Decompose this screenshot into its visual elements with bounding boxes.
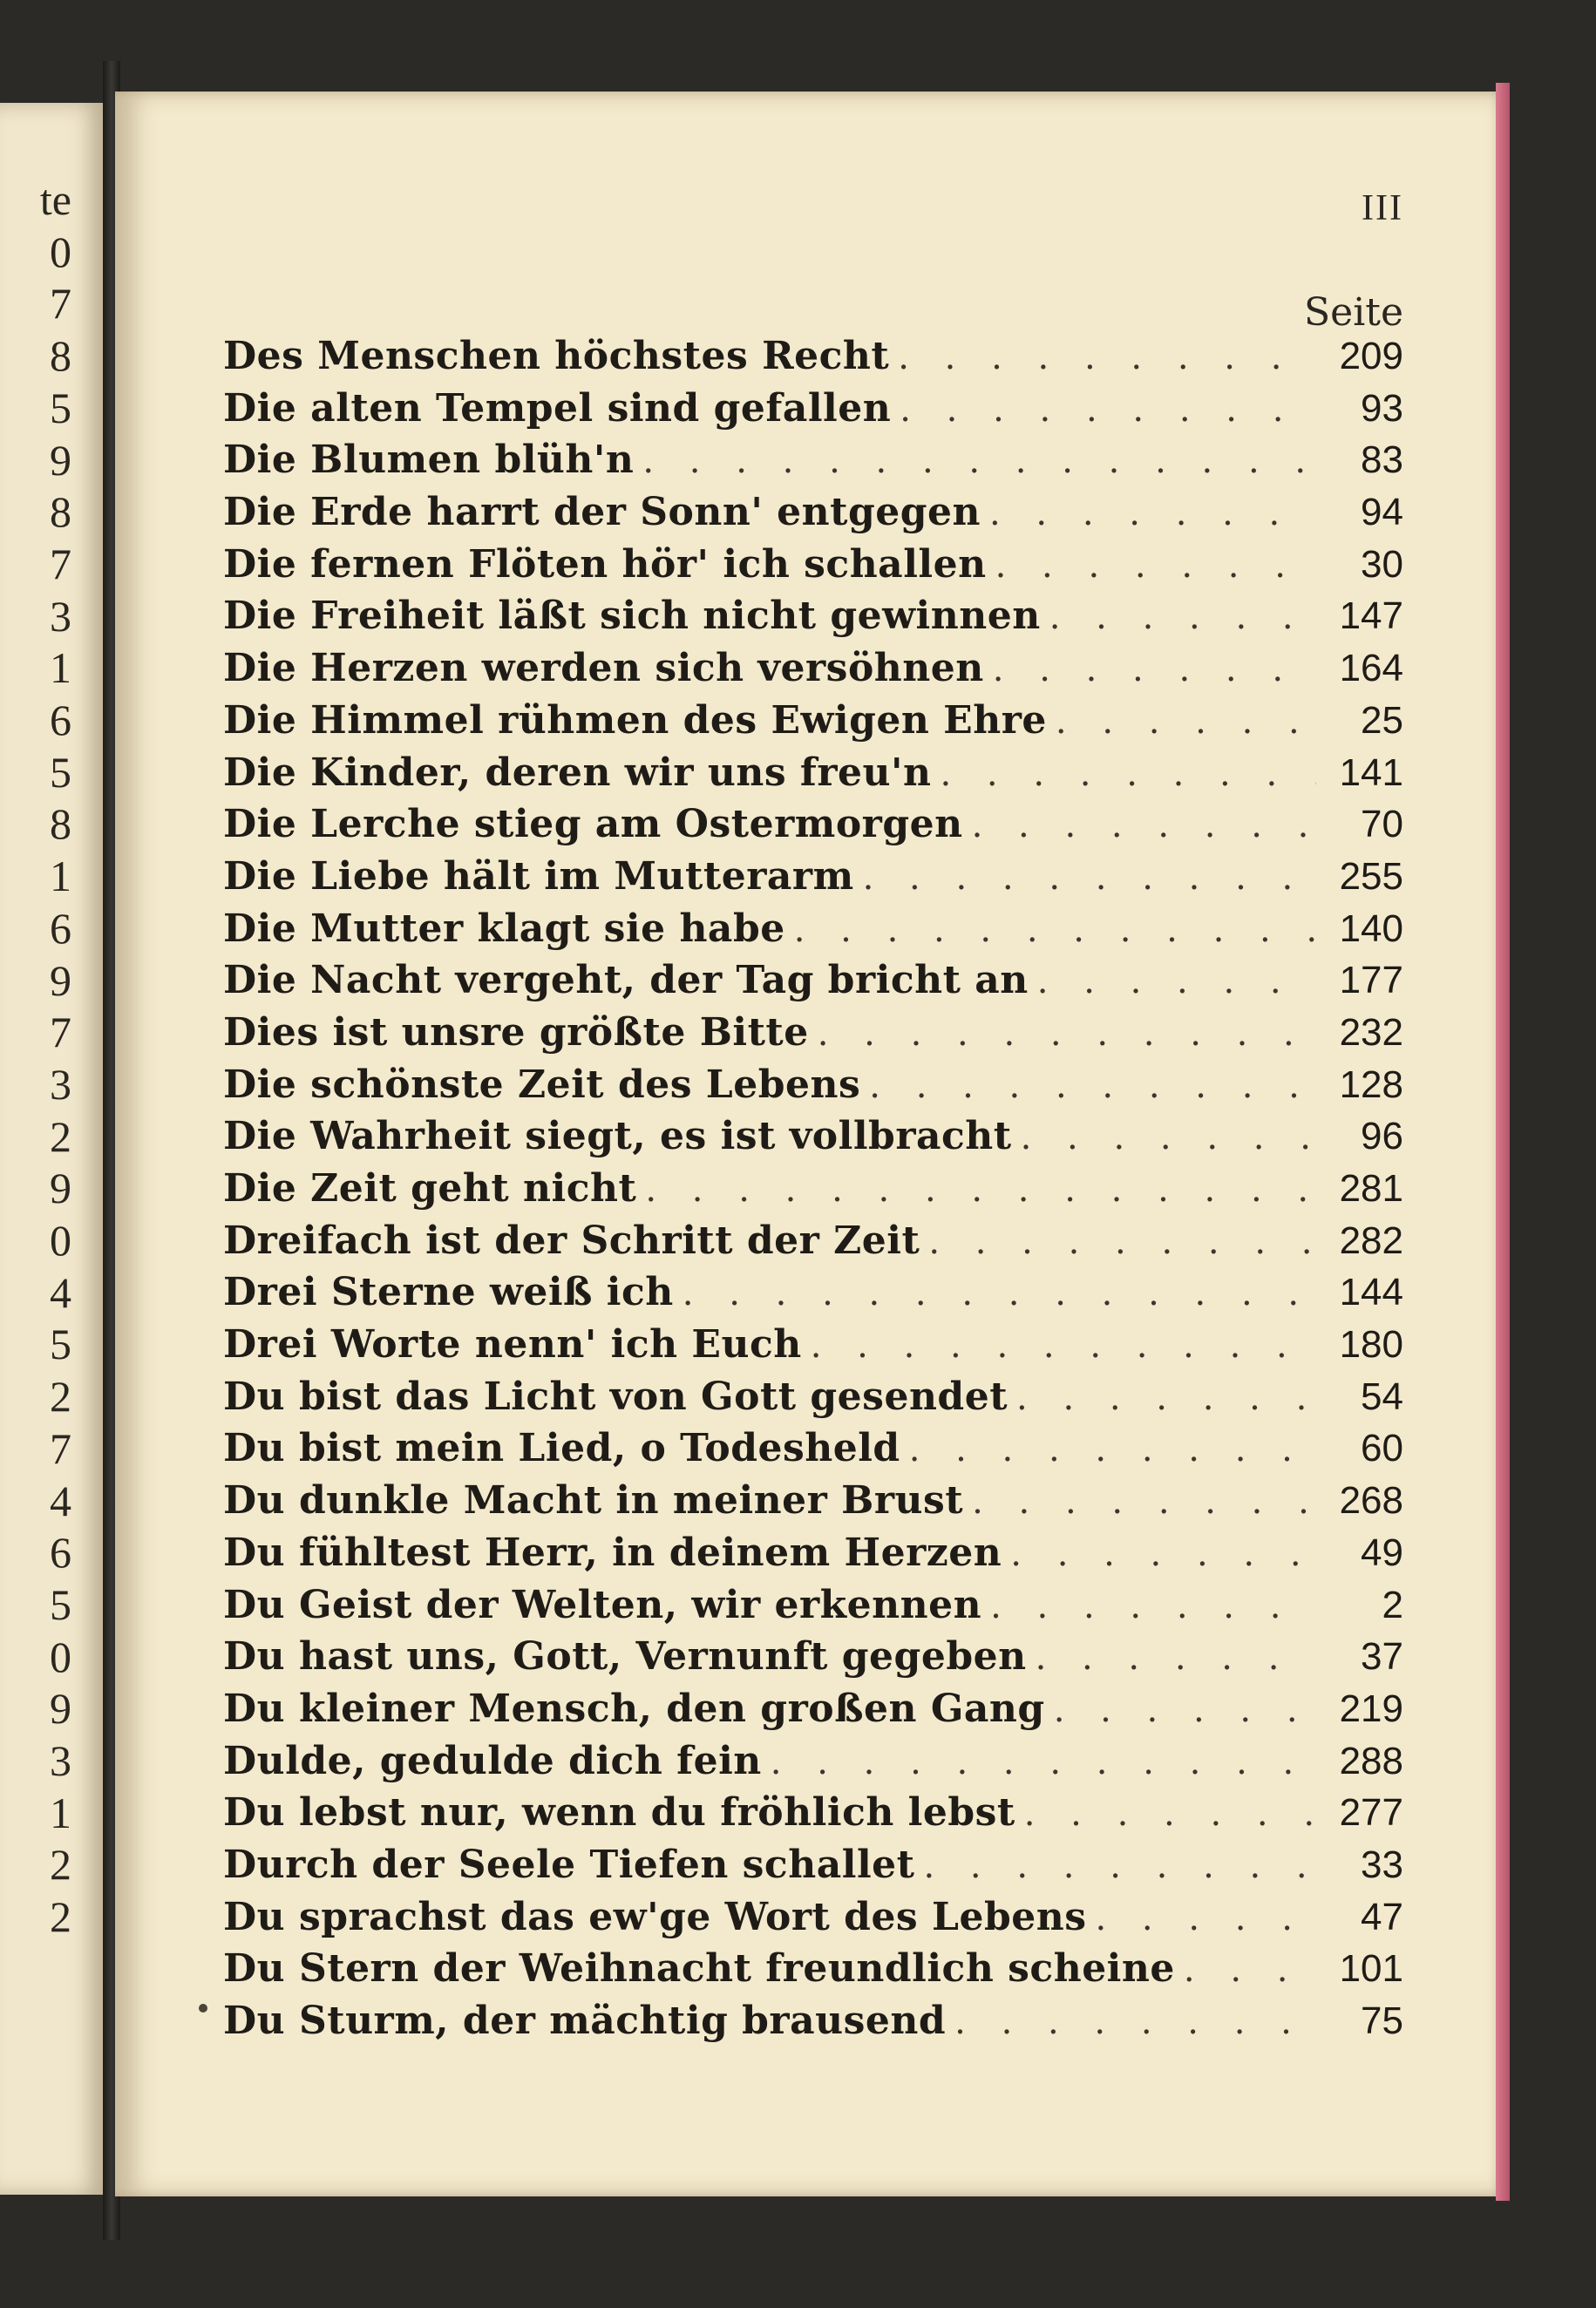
toc-row <box>223 1634 1403 1687</box>
toc-title: Die Freiheit läßt sich nicht gewinnen <box>223 594 1041 639</box>
toc-dot-leader <box>972 805 1316 845</box>
toc-dot-leader <box>794 910 1316 950</box>
left-page-fragment: 2 <box>50 1372 71 1422</box>
toc-page-number: 94 <box>1361 491 1403 534</box>
toc-row <box>223 542 1403 594</box>
toc-page-number: 47 <box>1361 1895 1403 1938</box>
left-page-fragment: 2 <box>50 1892 71 1942</box>
toc-row <box>223 1062 1403 1115</box>
toc-dot-leader <box>771 1742 1316 1782</box>
page-edge-red <box>1496 83 1510 2201</box>
toc-row <box>223 1375 1403 1427</box>
toc-title: Die alten Tempel sind gefallen <box>223 385 892 431</box>
toc-page-number: 83 <box>1361 438 1403 482</box>
toc-page-number: 128 <box>1339 1062 1403 1106</box>
left-page-fragment: 5 <box>50 383 71 432</box>
toc-row <box>223 438 1403 490</box>
left-page-fragment: 5 <box>50 1320 71 1369</box>
toc-page-number: 209 <box>1339 335 1403 377</box>
toc-row <box>223 1166 1403 1218</box>
toc-dot-leader <box>995 546 1316 586</box>
left-page-fragment: 6 <box>50 696 71 744</box>
left-page-fragment: 0 <box>50 227 71 276</box>
toc-page-number: 101 <box>1339 1947 1403 1991</box>
toc-dot-leader <box>1021 1117 1316 1157</box>
left-page-fragment: 6 <box>50 903 71 953</box>
toc-page-number: 54 <box>1361 1375 1403 1418</box>
left-page-fragment: 0 <box>50 1216 71 1265</box>
toc-row <box>223 594 1403 646</box>
toc-page-number: 25 <box>1361 698 1403 742</box>
toc-dot-leader <box>972 1482 1316 1522</box>
toc-row <box>223 1739 1403 1791</box>
toc-title: Die Zeit geht nicht <box>223 1166 637 1211</box>
toc-dot-leader <box>954 2002 1316 2042</box>
table-of-contents <box>223 334 1403 2051</box>
left-page-fragment: 9 <box>50 1684 71 1734</box>
toc-dot-leader <box>909 1429 1316 1470</box>
toc-row <box>223 1687 1403 1739</box>
left-page-fragment: 1 <box>50 643 71 693</box>
toc-dot-leader <box>818 1014 1316 1054</box>
toc-row <box>223 1531 1403 1583</box>
toc-page-number: 141 <box>1339 750 1403 794</box>
left-page-fragment: 8 <box>50 487 71 537</box>
toc-page-number: 37 <box>1361 1635 1403 1679</box>
left-page-fragment: 9 <box>50 1164 71 1213</box>
toc-row <box>223 386 1403 438</box>
toc-row <box>223 1270 1403 1322</box>
toc-row <box>223 1010 1403 1062</box>
left-page-fragment: 7 <box>50 279 71 329</box>
toc-row <box>223 1999 1403 2051</box>
toc-row <box>223 334 1403 386</box>
toc-title: Du hast uns, Gott, Vernunft gegeben <box>223 1634 1027 1680</box>
toc-dot-leader <box>940 754 1316 794</box>
left-page-fragment: 7 <box>50 1008 71 1057</box>
left-page-fragment: 9 <box>50 955 71 1005</box>
left-page-fragment: 9 <box>50 435 71 485</box>
margin-dot-mark <box>199 2004 207 2013</box>
toc-page-number: 33 <box>1361 1843 1403 1886</box>
toc-row <box>223 1114 1403 1166</box>
toc-page-number: 140 <box>1339 906 1403 950</box>
left-page-fragment: 5 <box>50 747 71 797</box>
left-page-fragment: 2 <box>50 1111 71 1161</box>
toc-page-number: 164 <box>1339 647 1403 690</box>
toc-row <box>223 1946 1403 1999</box>
toc-dot-leader <box>863 858 1316 898</box>
left-page-fragment: 2 <box>50 1840 71 1890</box>
toc-page-number: 255 <box>1339 854 1403 898</box>
toc-title: Drei Sterne weiß ich <box>223 1270 674 1315</box>
toc-dot-leader <box>1056 702 1316 742</box>
toc-page-number: 49 <box>1361 1531 1403 1574</box>
toc-page-number: 177 <box>1339 959 1403 1002</box>
toc-row <box>223 958 1403 1010</box>
toc-row <box>223 1478 1403 1531</box>
toc-row <box>223 1843 1403 1895</box>
toc-row <box>223 854 1403 906</box>
toc-page-number: 60 <box>1361 1427 1403 1470</box>
toc-title: Die fernen Flöten hör' ich schallen <box>223 541 987 587</box>
toc-title: Dies ist unsre größte Bitte <box>223 1009 809 1055</box>
toc-page-number: 93 <box>1361 386 1403 430</box>
toc-title: Die Wahrheit siegt, es ist vollbracht <box>223 1114 1012 1159</box>
left-page-fragment: 1 <box>50 1788 71 1837</box>
toc-dot-leader <box>869 1066 1316 1106</box>
toc-title: Die Herzen werden sich versöhnen <box>223 646 984 691</box>
toc-dot-leader <box>642 441 1316 481</box>
toc-page-number: 268 <box>1339 1479 1403 1523</box>
adjacent-left-page <box>0 103 110 2195</box>
toc-dot-leader <box>989 493 1316 533</box>
toc-row <box>223 1583 1403 1635</box>
toc-row <box>223 750 1403 803</box>
toc-dot-leader <box>898 337 1316 377</box>
left-page-fragment: 3 <box>50 1059 71 1109</box>
toc-title: Du dunkle Macht in meiner Brust <box>223 1478 964 1524</box>
left-page-fragment: 4 <box>50 1476 71 1525</box>
toc-page-number: 75 <box>1361 1999 1403 2042</box>
toc-title: Du bist das Licht von Gott gesendet <box>223 1374 1009 1419</box>
toc-row <box>223 490 1403 542</box>
toc-page-number: 144 <box>1339 1271 1403 1314</box>
toc-title: Die Liebe hält im Mutterarm <box>223 853 854 899</box>
toc-dot-leader <box>1054 1690 1316 1730</box>
toc-dot-leader <box>1010 1534 1316 1574</box>
toc-dot-leader <box>990 1586 1316 1626</box>
toc-row <box>223 698 1403 750</box>
toc-title: Du Stern der Weihnacht freundlich scheine <box>223 1946 1175 1992</box>
left-page-fragment: 8 <box>50 799 71 849</box>
toc-dot-leader <box>645 1170 1316 1210</box>
toc-page-number: 281 <box>1339 1167 1403 1210</box>
toc-dot-leader <box>1184 1950 1316 1990</box>
toc-dot-leader <box>811 1326 1316 1366</box>
toc-title: Du bist mein Lied, o Todesheld <box>223 1426 900 1471</box>
toc-page-number: 288 <box>1339 1739 1403 1782</box>
toc-dot-leader <box>1036 1638 1316 1678</box>
toc-title: Durch der Seele Tiefen schallet <box>223 1842 915 1887</box>
left-page-fragment: 6 <box>50 1528 71 1578</box>
toc-dot-leader <box>1095 1898 1316 1938</box>
toc-title: Die Himmel rühmen des Ewigen Ehre <box>223 697 1047 743</box>
toc-row <box>223 1322 1403 1375</box>
left-page-fragment: 4 <box>50 1267 71 1317</box>
toc-title: Du kleiner Mensch, den großen Gang <box>223 1686 1045 1731</box>
toc-title: Du sprachst das ew'ge Wort des Lebens <box>223 1894 1087 1939</box>
toc-title: Du fühltest Herr, in deinem Herzen <box>223 1530 1002 1575</box>
toc-page-number: 30 <box>1361 542 1403 586</box>
toc-row <box>223 1895 1403 1947</box>
toc-title: Die Lerche stieg am Ostermorgen <box>223 802 963 847</box>
toc-dot-leader <box>1049 597 1316 637</box>
toc-page-number: 180 <box>1339 1323 1403 1367</box>
toc-title: Du lebst nur, wenn du fröhlich lebst <box>223 1790 1015 1836</box>
toc-row <box>223 1426 1403 1478</box>
toc-title: Dreifach ist der Schritt der Zeit <box>223 1218 920 1263</box>
left-page-fragment: 3 <box>50 591 71 641</box>
toc-dot-leader <box>683 1273 1316 1314</box>
book-page <box>115 92 1501 2196</box>
left-page-fragment: 0 <box>50 1632 71 1681</box>
toc-page-number: 219 <box>1339 1687 1403 1730</box>
toc-row <box>223 802 1403 854</box>
toc-title: Du Geist der Welten, wir erkennen <box>223 1582 982 1627</box>
page-column-header: Seite <box>1304 290 1403 335</box>
toc-dot-leader <box>928 1222 1316 1262</box>
toc-title: Dulde, gedulde dich fein <box>223 1738 762 1783</box>
toc-title: Die schönste Zeit des Lebens <box>223 1062 861 1107</box>
toc-title: Die Mutter klagt sie habe <box>223 906 785 951</box>
toc-page-number: 277 <box>1339 1791 1403 1835</box>
toc-page-number: 282 <box>1339 1218 1403 1262</box>
toc-dot-leader <box>900 390 1316 430</box>
toc-page-number: 70 <box>1361 803 1403 846</box>
toc-title: Die Nacht vergeht, der Tag bricht an <box>223 958 1029 1003</box>
toc-dot-leader <box>1037 961 1316 1001</box>
toc-title: Die Erde harrt der Sonn' entgegen <box>223 490 981 535</box>
left-page-fragment: 1 <box>50 852 71 901</box>
left-page-fragment: 8 <box>50 331 71 381</box>
left-page-fragment: 7 <box>50 1423 71 1473</box>
toc-row <box>223 646 1403 698</box>
toc-page-number: 96 <box>1361 1115 1403 1158</box>
toc-title: Du Sturm, der mächtig brausend <box>223 1999 947 2043</box>
left-page-fragment: 5 <box>50 1579 71 1629</box>
left-page-fragment: te <box>39 175 71 224</box>
toc-dot-leader <box>1016 1378 1316 1418</box>
toc-title: Drei Worte nenn' ich Euch <box>223 1322 802 1368</box>
left-page-fragment: 3 <box>50 1736 71 1785</box>
page-number: III <box>1362 188 1403 228</box>
toc-title: Des Menschen höchstes Recht <box>223 334 890 378</box>
toc-row <box>223 906 1403 959</box>
toc-page-number: 2 <box>1382 1583 1403 1626</box>
toc-row <box>223 1218 1403 1271</box>
toc-dot-leader <box>923 1846 1316 1886</box>
toc-page-number: 232 <box>1339 1010 1403 1054</box>
toc-row <box>223 1790 1403 1843</box>
toc-page-number: 147 <box>1339 594 1403 638</box>
toc-dot-leader <box>1024 1794 1316 1834</box>
left-page-fragment: 7 <box>50 539 71 588</box>
toc-title: Die Blumen blüh'n <box>223 438 635 483</box>
toc-title: Die Kinder, deren wir uns freu'n <box>223 750 932 795</box>
toc-dot-leader <box>993 649 1316 689</box>
